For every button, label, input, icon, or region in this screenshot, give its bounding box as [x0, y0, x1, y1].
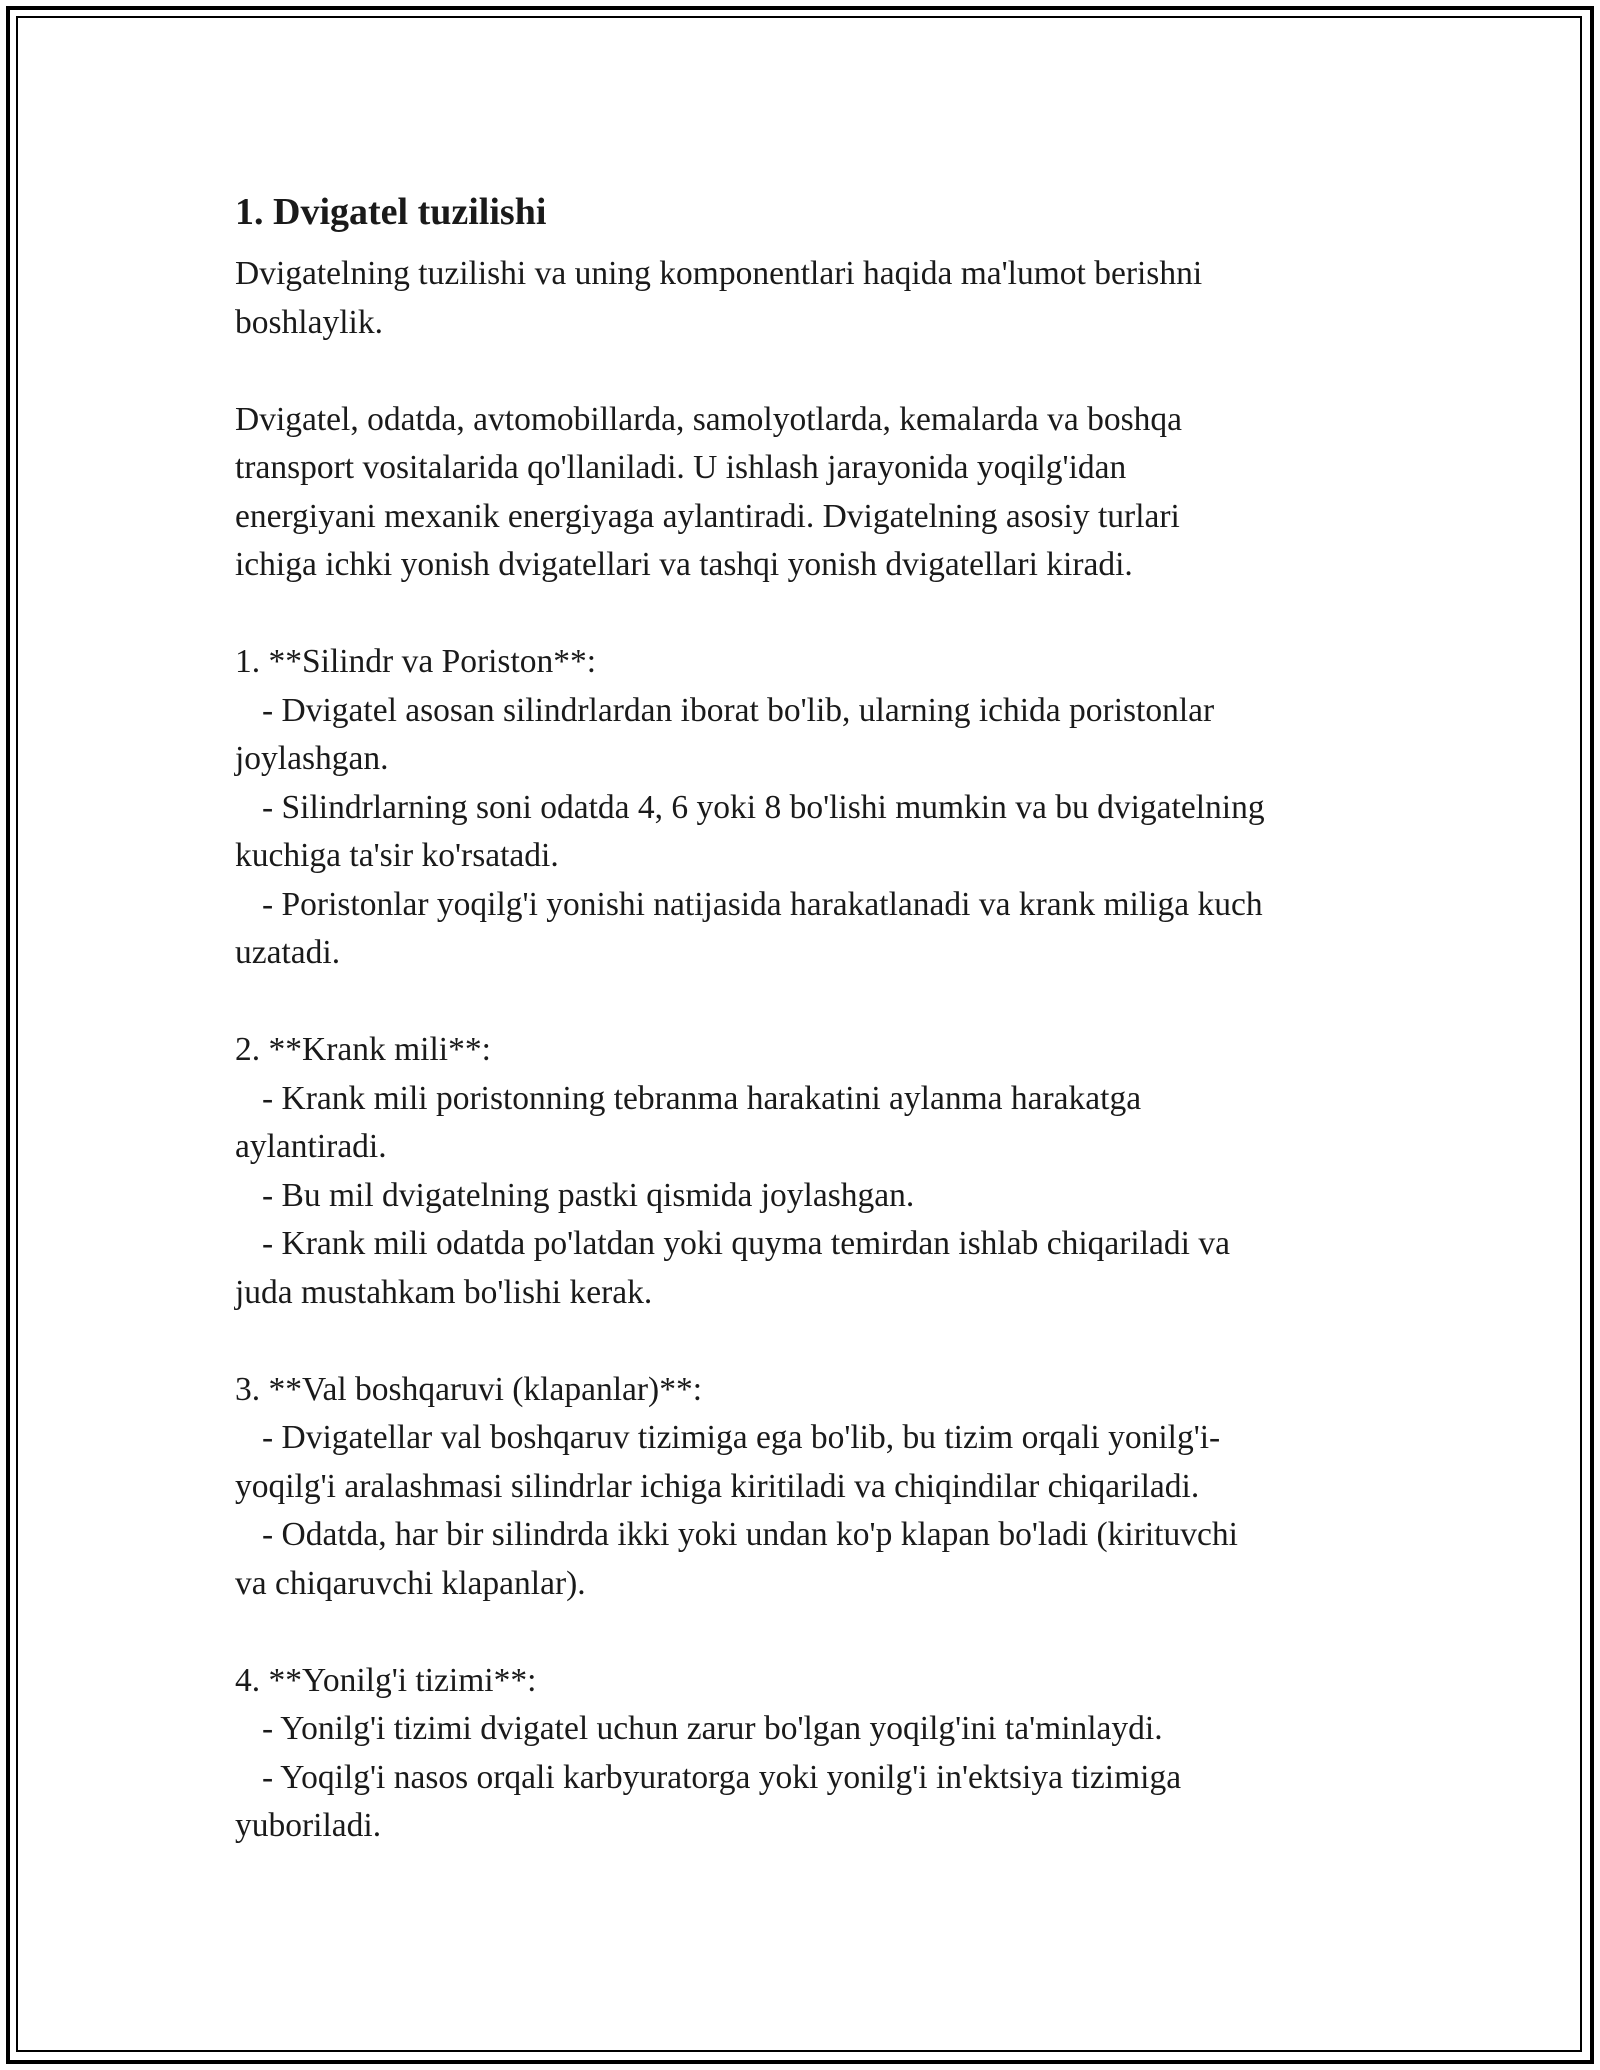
section-val-boshqaruvi — [235, 1366, 1385, 1609]
list-item: - Krank mili odatda po'latdan yoki quyma temirdan ishlab chiqariladi va juda mustahkam bo'lishi kerak. — [235, 1225, 1230, 1311]
list-item: - Silindrlarning soni odatda 4, 6 yoki 8 bo'lishi mumkin va bu dvigatelning kuchiga ta'sir ko'rsatadi. — [235, 788, 1265, 874]
section-yonilgi-tizimi — [235, 1657, 1385, 1851]
section-silindr — [235, 638, 1385, 978]
document-heading: 1. Dvigatel tuzilishi — [235, 191, 547, 233]
intro-line: boshlaylik. — [235, 303, 383, 341]
section-title: 4. **Yonilg'i tizimi**: — [235, 1661, 537, 1699]
list-item: - Krank mili poristonning tebranma harakatini aylanma harakatga aylantiradi. — [235, 1079, 1142, 1165]
overview-paragraph — [235, 396, 1385, 590]
overview-line: energiyani mexanik energiyaga aylantiradi. Dvigatelning asosiy turlari — [235, 497, 1180, 535]
section-title: 2. **Krank mili**: — [235, 1031, 491, 1068]
list-item: - Yoqilg'i nasos orqali karbyuratorga yoki yonilg'i in'ektsiya tizimiga yuboriladi. — [235, 1758, 1182, 1844]
list-item: - Odatda, har bir silindrda ikki yoki undan ko'p klapan bo'ladi (kirituvchi va chiqaruvchi klapanlar). — [235, 1516, 1238, 1602]
document-body — [235, 188, 1385, 1851]
section-title: 3. **Val boshqaruvi (klapanlar)**: — [235, 1370, 703, 1408]
list-item: - Bu mil dvigatelning pastki qismida joylashgan. — [262, 1176, 915, 1214]
list-item: - Poristonlar yoqilg'i yonishi natijasida harakatlanadi va krank miliga kuch uzatadi. — [235, 885, 1263, 971]
intro-line: Dvigatelning tuzilishi va uning komponentlari haqida ma'lumot berishni — [235, 255, 1203, 292]
intro-paragraph — [235, 250, 1385, 347]
section-krank-mili — [235, 1026, 1385, 1317]
list-item: - Dvigatel asosan silindrlardan iborat bo'lib, ularning ichida poristonlar joylashgan. — [235, 691, 1215, 777]
list-item: - Dvigatellar val boshqaruv tizimiga ega bo'lib, bu tizim orqali yonilg'i- yoqilg'i aralashmasi silindrlar ichiga kiritiladi va chiqindilar chiqariladi. — [235, 1419, 1221, 1505]
overview-line: Dvigatel, odatda, avtomobillarda, samolyotlarda, kemalarda va boshqa — [235, 400, 1182, 438]
overview-line: transport vositalarida qo'llaniladi. U ishlash jarayonida yoqilg'idan — [235, 449, 1127, 486]
overview-line: ichiga ichki yonish dvigatellari va tashqi yonish dvigatellari kiradi. — [235, 546, 1133, 583]
list-item: - Yonilg'i tizimi dvigatel uchun zarur bo'lgan yoqilg'ini ta'minlaydi. — [262, 1710, 1163, 1747]
section-title: 1. **Silindr va Poriston**: — [235, 643, 597, 680]
